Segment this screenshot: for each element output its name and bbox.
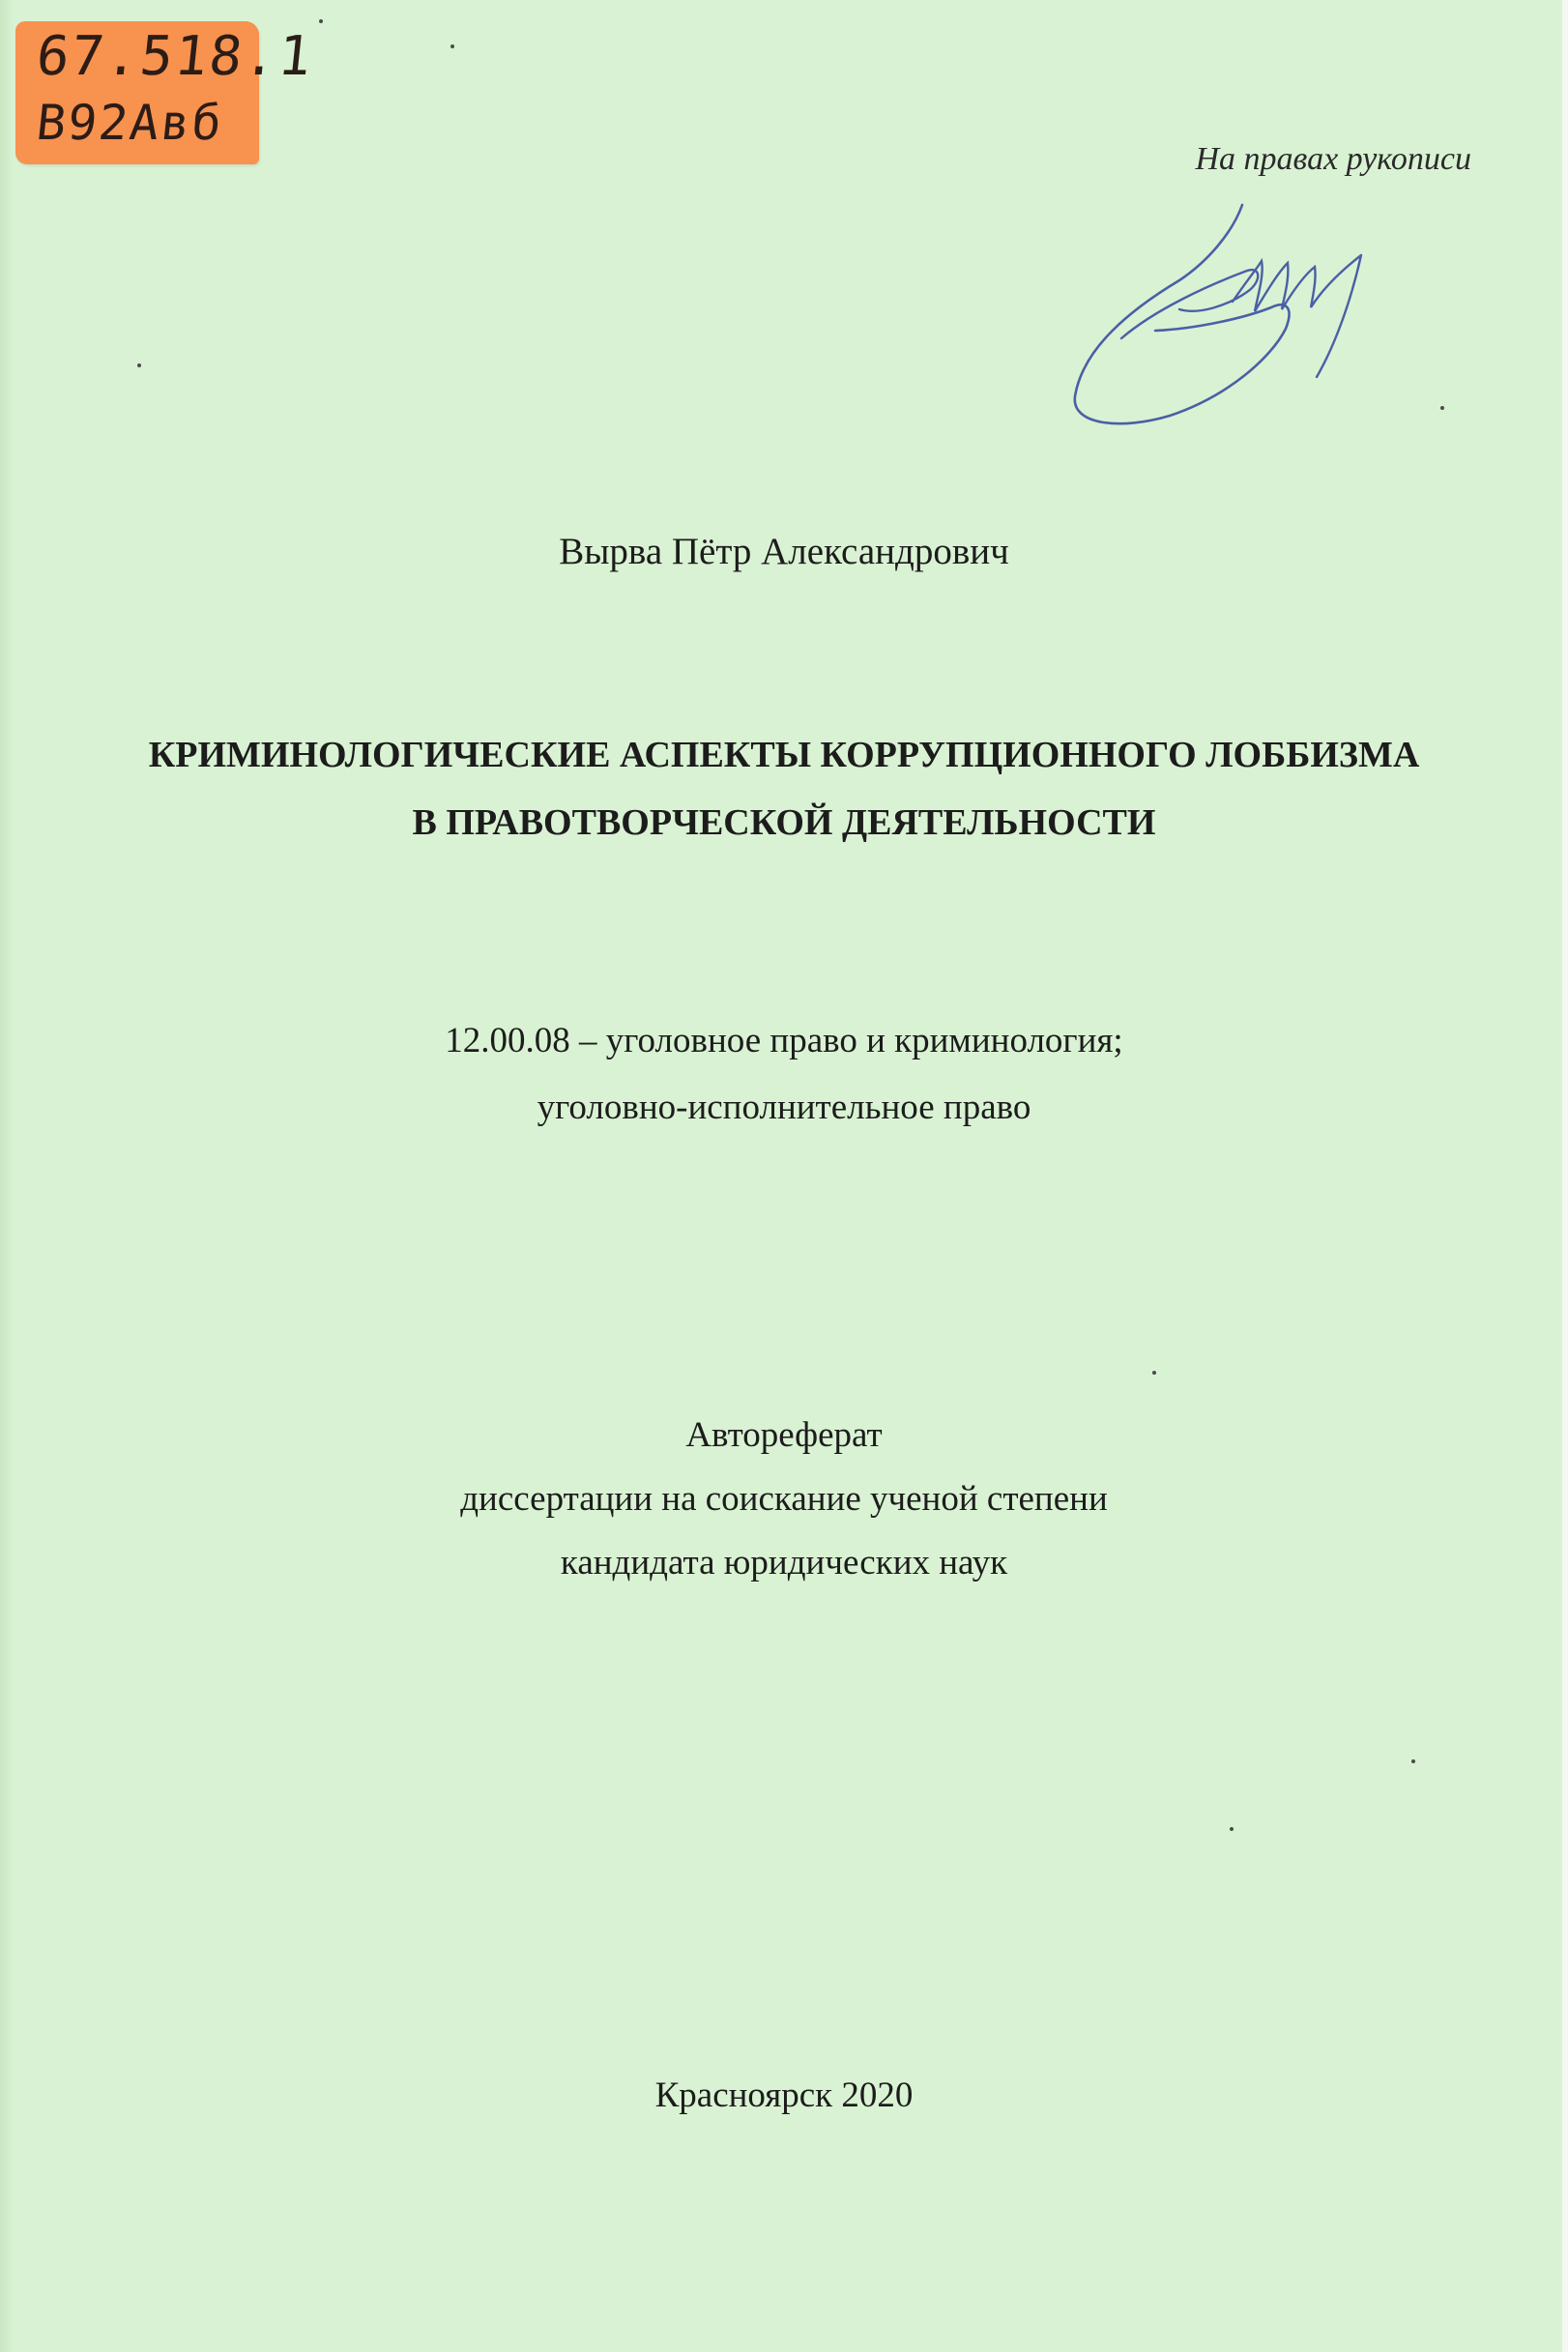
signature-stroke-loop (1075, 205, 1290, 423)
paper-shadow-edge (0, 0, 14, 2352)
document-type-line-1: Автореферат (685, 1415, 883, 1455)
library-call-number-sticker (15, 21, 317, 164)
paper-speck (1440, 406, 1444, 410)
author-name: Вырва Пётр Александрович (559, 531, 1009, 572)
speciality-code (0, 1007, 1568, 1141)
paper-right-edge (1562, 0, 1568, 2352)
call-number-line-1: 67.518.1 (33, 25, 317, 88)
paper-speck (1230, 1827, 1234, 1831)
document-type-line-2: диссертации на соискание ученой степени (460, 1479, 1108, 1519)
document-type (0, 1404, 1568, 1595)
speciality-line-2: уголовно-исполнительное право (537, 1088, 1031, 1127)
signature-stroke-letters (1233, 255, 1361, 377)
city-and-year: Красноярск 2020 (654, 2076, 914, 2115)
speciality-line-1: 12.00.08 – уголовное право и криминология; (445, 1021, 1123, 1060)
handwritten-signature (1063, 193, 1392, 435)
paper-speck (137, 363, 141, 367)
thesis-title (0, 721, 1568, 857)
thesis-title-line-1: КРИМИНОЛОГИЧЕСКИЕ АСПЕКТЫ КОРРУПЦИОННОГО ЛОББИЗМА (148, 735, 1420, 775)
paper-speck (1152, 1371, 1156, 1375)
thesis-title-line-2: В ПРАВОТВОРЧЕСКОЙ ДЕЯТЕЛЬНОСТИ (412, 802, 1156, 843)
paper-speck (450, 44, 454, 48)
paper-speck (1411, 1759, 1415, 1763)
manuscript-rights-note: На правах рукописи (1195, 141, 1471, 177)
call-number-line-2: В92Авб (33, 95, 226, 151)
document-type-line-3: кандидата юридических наук (560, 1543, 1008, 1583)
paper-speck (319, 19, 323, 23)
